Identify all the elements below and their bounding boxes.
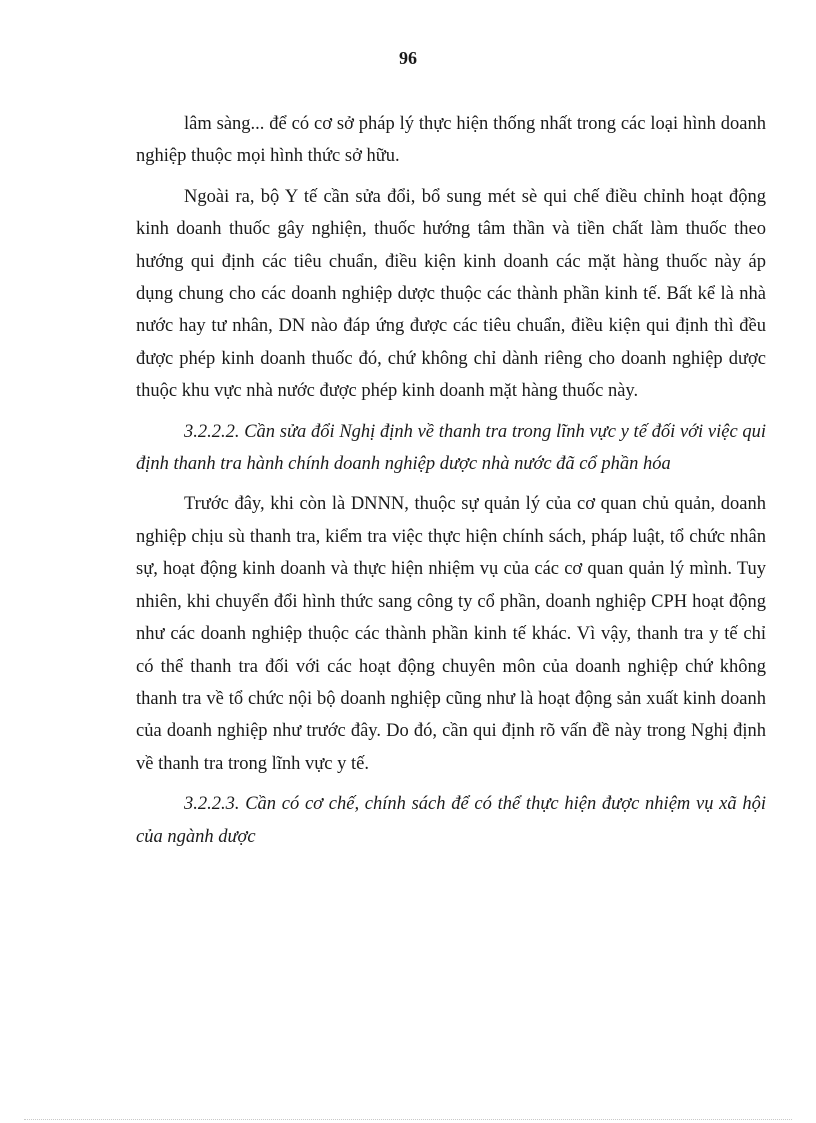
paragraph-inspection: Trước đây, khi còn là DNNN, thuộc sự quản lý của cơ quan chủ quản, doanh nghiệp chịu sù thanh tra, kiểm tra việc thực hiện chính sách, pháp luật, tổ chức nhân sự, hoạt động kinh doanh và thực hiện nhiệm vụ của các cơ quan quản lý mình. Tuy nhiên, khi chuyển đổi hình thức sang công ty cổ phần, doanh nghiệp CPH hoạt động như các doanh nghiệp thuộc các thành phần kinh tế khác. Vì vậy, thanh tra y tế chỉ có thể thanh tra đối với các hoạt động chuyên môn của doanh nghiệp chứ không thanh tra về tổ chức nội bộ doanh nghiệp cũng như là hoạt động sản xuất kinh doanh của doanh nghiệp như trước đây. Do đó, cần qui định rõ vấn đề này trong Nghị định về thanh tra trong lĩnh vực y tế.: [136, 494, 766, 774]
page-body: [136, 108, 766, 861]
section-heading-3-2-2-3: 3.2.2.3. Cần có cơ chế, chính sách để có thể thực hiện được nhiệm vụ xã hội của ngành dược: [136, 794, 766, 847]
paragraph-continuation: lâm sàng... để có cơ sở pháp lý thực hiện thống nhất trong các loại hình doanh nghiệp thuộc mọi hình thức sở hữu.: [136, 114, 766, 167]
paragraph-regulation-amendment: Ngoài ra, bộ Y tế cần sửa đổi, bổ sung mét sè qui chế điều chỉnh hoạt động kinh doanh thuốc gây nghiện, thuốc hướng tâm thần và tiền chất làm thuốc theo hướng qui định các tiêu chuẩn, điều kiện kinh doanh các mặt hàng thuốc này áp dụng chung cho các doanh nghiệp dược thuộc các thành phần kinh tế. Bất kể là nhà nước hay tư nhân, DN nào đáp ứng được các tiêu chuẩn, điều kiện qui định thì đều được phép kinh doanh thuốc đó, chứ không chỉ dành riêng cho doanh nghiệp dược thuộc khu vực nhà nước được phép kinh doanh mặt hàng thuốc này.: [136, 186, 766, 402]
page-number: 96: [399, 48, 417, 68]
footer-divider: [24, 1119, 792, 1120]
section-heading-3-2-2-2: 3.2.2.2. Cần sửa đổi Nghị định về thanh tra trong lĩnh vực y tế đối với việc qui định thanh tra hành chính doanh nghiệp dược nhà nước đã cổ phần hóa: [136, 421, 766, 475]
